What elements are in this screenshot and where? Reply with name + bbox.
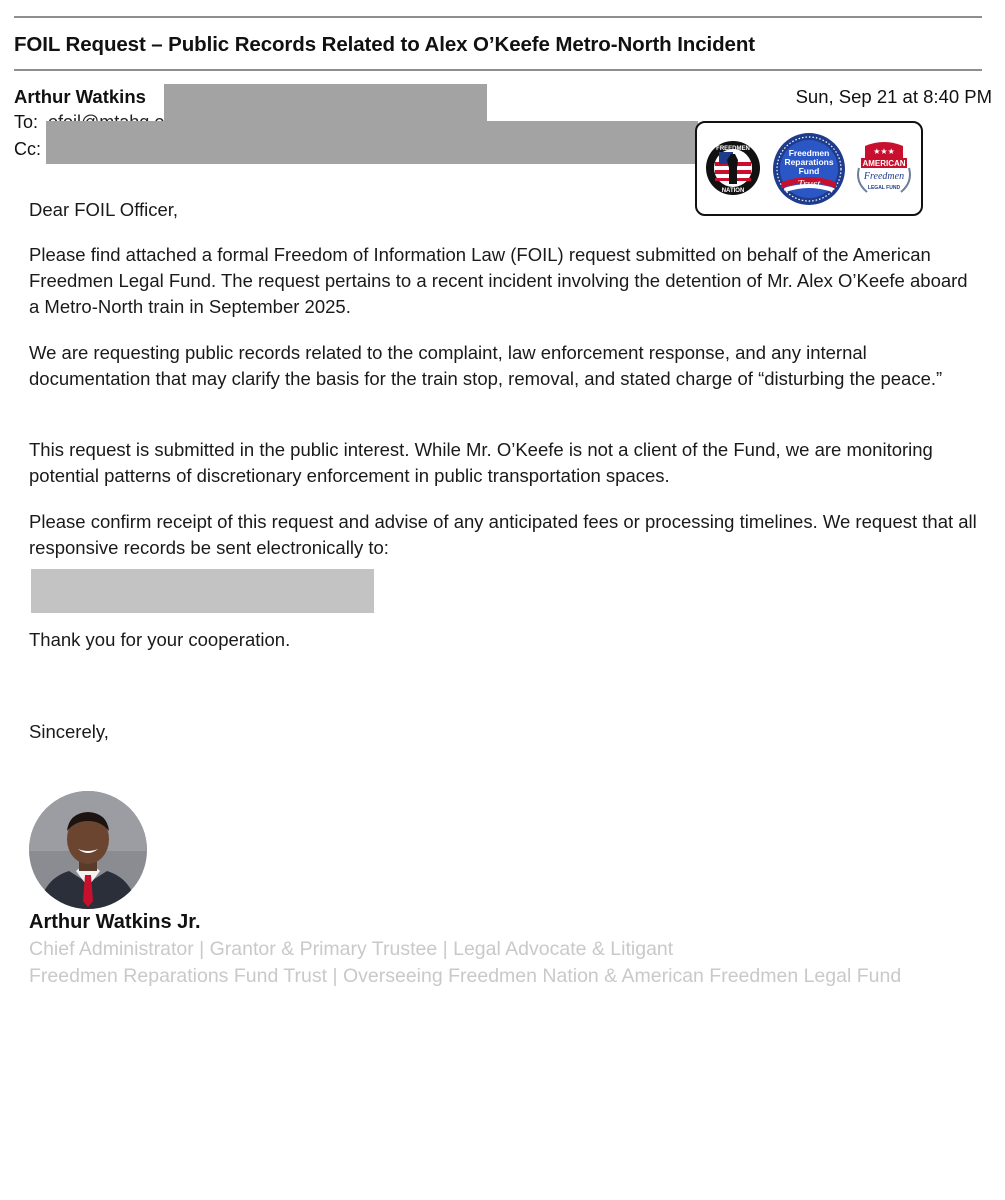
redaction-sender-email [164,84,487,122]
closing-line: Sincerely, [29,721,109,742]
paragraph-4: Please confirm receipt of this request and advise of any anticipated fees or processing timelines. We request that all responsive records be sent electronically to: [29,511,977,558]
email-date: Sun, Sep 21 at 8:40 PM [795,86,992,107]
redaction-cc-addresses [46,121,698,164]
signature-organization-line: Freedmen Reparations Fund Trust | Overseeing Freedmen Nation & American Freedmen Legal Fund [29,965,902,987]
paragraph-1: Please find attached a formal Freedom of Information Law (FOIL) request submitted on behalf of the American Freedmen Legal Fund. The request pertains to a recent incident involving the detention of Mr. Alex O’Keefe aboard a Metro-North train in September 2025. [29,244,968,317]
subject-divider [14,69,982,71]
reparations-trust-logo [772,132,846,206]
paragraph-3: This request is submitted in the public interest. While Mr. O’Keefe is not a client of the Fund, we are monitoring potential patterns of discretionary enforcement in public transportation spaces. [29,439,933,486]
legal-fund-stars: ★★★ [873,147,895,156]
freedmen-nation-bottom-text: NATION [721,188,745,194]
reparations-trust-text-1: Freedmen [788,148,830,158]
top-divider [14,16,982,18]
cc-label: Cc: [14,139,41,159]
avatar-portrait [29,791,147,909]
legal-fund-text-1: AMERICAN [862,159,906,168]
reparations-trust-text-2: Reparations [784,157,834,167]
signature-title-line: Chief Administrator | Grantor & Primary Trustee | Legal Advocate & Litigant [29,938,674,960]
thanks-line: Thank you for your cooperation. [29,629,291,650]
legal-fund-logo [853,138,915,198]
redaction-reply-email [31,569,374,613]
reparations-trust-text-4: Trust [797,178,821,190]
signature-avatar [29,791,147,909]
paragraph-2: We are requesting public records related to the complaint, law enforcement response, and any internal documentation that may clarify the basis for the train stop, removal, and stated charge of “disturbing the peace.” [29,342,943,389]
greeting: Dear FOIL Officer, [29,199,179,220]
sender-name[interactable]: Arthur Watkins [14,86,146,107]
reparations-trust-text-3: Fund [798,166,820,176]
freedmen-nation-logo [705,140,761,196]
legal-fund-text-2: Freedmen [863,171,905,182]
freedmen-nation-top-text: FREEDMEN [716,146,750,152]
legal-fund-text-3: LEGAL FUND [867,185,901,191]
signature-name: Arthur Watkins Jr. [29,911,201,933]
to-label: To: [14,112,39,132]
email-subject: FOIL Request – Public Records Related to Alex O’Keefe Metro-North Incident [14,33,755,56]
